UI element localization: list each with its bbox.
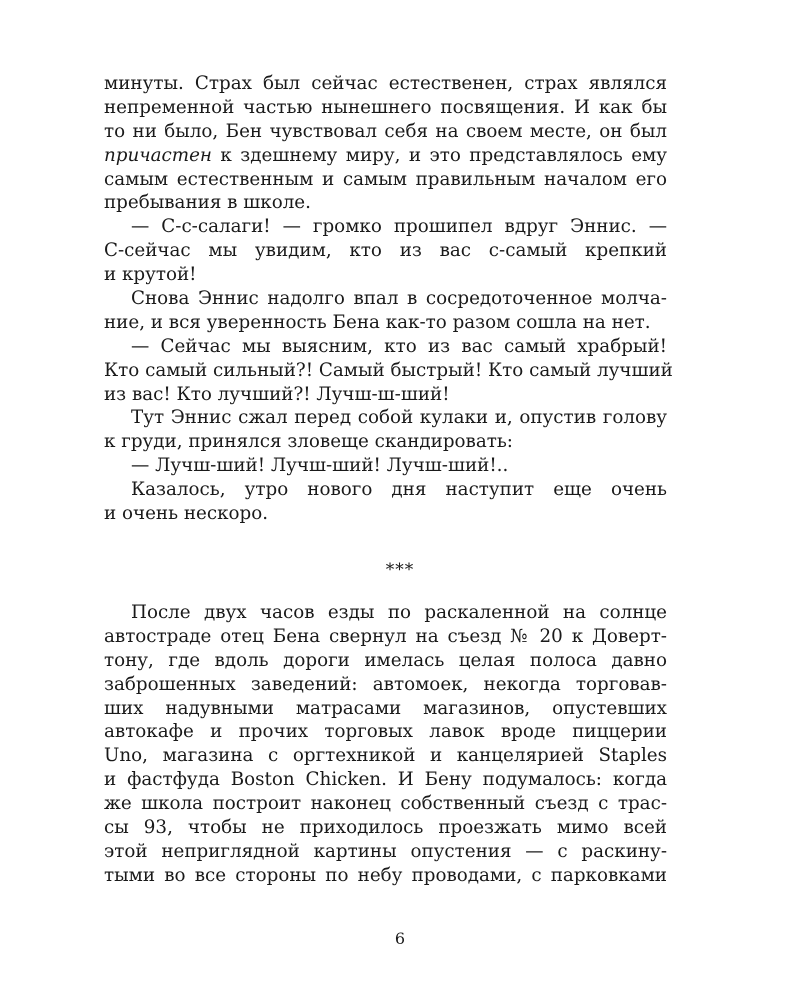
- text-line: пребывания в школе.: [104, 192, 311, 214]
- text-line: Кто самый сильный?! Самый быстрый! Кто самый лучший: [104, 359, 673, 381]
- text-line: к груди, принялся зловеще скандировать:: [104, 431, 513, 453]
- text-block-bottom: [104, 601, 667, 888]
- text-line: сы 93, чтобы не приходилось проезжать мимо всей: [104, 817, 667, 839]
- text-line: заброшенных заведений: автомоек, некогда торговав-: [104, 673, 667, 695]
- page-number: 6: [394, 929, 406, 948]
- text-line: — Лучш-ший! Лучш-ший! Лучш-ший!..: [131, 455, 509, 477]
- text-line: и очень нескоро.: [104, 503, 269, 525]
- text-line: После двух часов езды по раскаленной на солнце: [131, 602, 667, 623]
- text-line: Казалось, утро нового дня наступит еще очень: [131, 479, 667, 501]
- text-line: Тут Эннис сжал перед собой кулаки и, опустив голову: [131, 407, 667, 429]
- text-line: и крутой!: [104, 264, 197, 286]
- text-line: из вас! Кто лучший?! Лучш-ш-ший!: [104, 383, 450, 405]
- text-block-top: [104, 72, 673, 526]
- text-line: ние, и вся уверенность Бена как-то разом сошла на нет.: [104, 311, 651, 333]
- text-line: тыми во все стороны по небу проводами, с парковками: [104, 864, 667, 886]
- section-separator: ***: [385, 560, 415, 580]
- text-line: ших надувными матрасами магазинов, опустевших: [104, 697, 667, 719]
- text-line: же школа построит наконец собственный съезд с трас-: [104, 793, 667, 815]
- text-line: автокафе и прочих торговых лавок вроде пиццерии: [104, 721, 667, 743]
- text-line: [104, 144, 667, 168]
- text-line: то ни было, Бен чувствовал себя на своем месте, он был: [104, 120, 667, 142]
- text-line: — С-с-салаги! — громко прошипел вдруг Эннис. —: [131, 216, 667, 238]
- text-line: тону, где вдоль дороги имелась целая полоса давно: [104, 649, 667, 671]
- text-line: этой неприглядной картины опустения — с раскину-: [104, 840, 667, 862]
- text-line: и фастфуда Boston Chicken. И Бену подумалось: когда: [104, 769, 667, 791]
- italic-word: причастен: [104, 144, 212, 166]
- text-line: — Сейчас мы выясним, кто из вас самый храбрый!: [131, 335, 667, 357]
- text-line-rest: к здешнему миру, и это представлялось ему: [220, 144, 667, 166]
- text-line: Снова Эннис надолго впал в сосредоточенное молча-: [131, 288, 667, 310]
- text-line: самым естественным и самым правильным началом его: [104, 168, 667, 190]
- text-line: С-сейчас мы увидим, кто из вас с-самый крепкий: [104, 240, 667, 262]
- text-line: Uno, магазина с оргтехникой и канцелярией Staples: [104, 745, 667, 767]
- text-line: автостраде отец Бена свернул на съезд № 20 к Доверт-: [104, 625, 667, 647]
- text-line: непременной частью нынешнего посвящения. И как бы: [104, 96, 667, 118]
- text-line: минуты. Страх был сейчас естественен, страх являлся: [104, 73, 667, 94]
